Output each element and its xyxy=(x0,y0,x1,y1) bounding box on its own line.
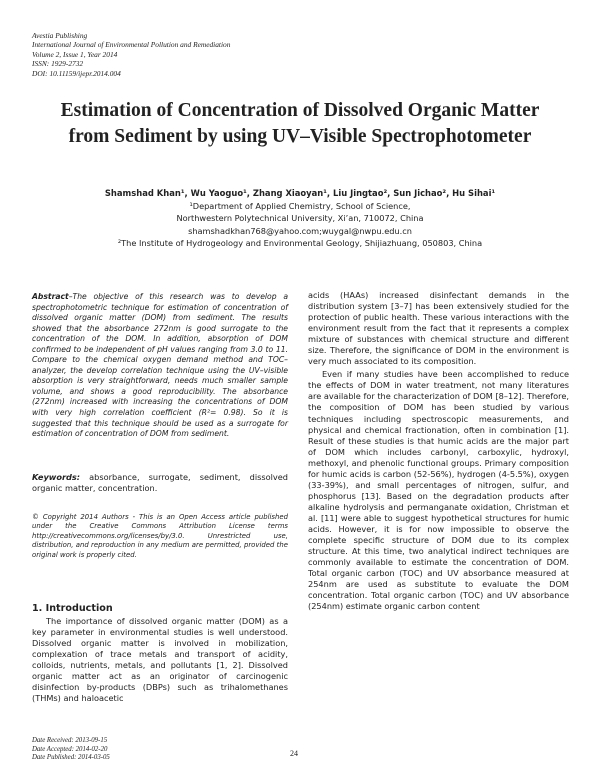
right-paragraph-1: acids (HAAs) increased disinfectant demands in the distribution system [3–7] has been extensively studied for the protection of public health. These various interactions with the environment result from the fact that it represents a complex mixture of substances with chemical structure and different size. Therefore, the significance of DOM in the environment is very much associated to its composition. xyxy=(308,290,569,367)
abstract-label: Abstract xyxy=(32,292,69,301)
issn: ISSN: 1929-2732 xyxy=(32,59,84,69)
affiliation-1-address: Northwestern Polytechnical University, Xi’an, 710072, China xyxy=(176,213,424,223)
keywords-label: Keywords: xyxy=(32,472,81,482)
journal-header xyxy=(32,31,332,78)
paper-title: Estimation of Concentration of Dissolved Organic Matter from Sediment by using UV–Visible Spectrophotometer xyxy=(60,100,540,147)
doi: DOI: 10.11159/ijepr.2014.004 xyxy=(32,68,121,78)
copyright-text: © Copyright 2014 Authors - This is an Open Access article published under the Creative Commons Attribution License terms http://creativecommons.org/licenses/by/3.0. Unrestricted use, distribution, and reproduction in any medium are permitted, provided the original work is properly cited. xyxy=(32,513,288,559)
abstract xyxy=(32,292,288,440)
contact-email: shamshadkhan768@yahoo.com;wuygal@nwpu.edu.cn xyxy=(188,226,412,236)
volume-info: Volume 2, Issue 1, Year 2014 xyxy=(32,49,118,59)
page-number: 24 xyxy=(290,749,298,758)
right-column xyxy=(308,290,569,612)
date-received: Date Received: 2013-09-15 xyxy=(32,737,108,744)
journal-name: International Journal of Environmental Pollution and Remediation xyxy=(32,40,231,50)
copyright-notice xyxy=(32,513,288,560)
intro-paragraph: The importance of dissolved organic matter (DOM) as a key parameter in environmental studies is well understood. Dissolved organic matter is involved in mobilization, complexation of trace metals and transport of acidity, colloids, nutrients, metals, and pollutants [1, 2]. Dissolved organic matter act as an originator of carcinogenic disinfection by-products (DBPs) such as trihalomethanes (THMs) and haloacetic xyxy=(32,616,288,704)
author-list: Shamshad Khan¹, Wu Yaoguo¹, Zhang Xiaoyan¹, Liu Jingtao², Sun Jichao², Hu Sihai¹ xyxy=(104,188,496,198)
intro-heading: 1. Introduction xyxy=(32,603,113,614)
date-published: Date Published: 2014-03-05 xyxy=(32,754,110,762)
keywords xyxy=(32,472,288,494)
publication-dates xyxy=(32,737,110,763)
date-accepted: Date Accepted: 2014-02-20 xyxy=(32,745,108,753)
abstract-text: –The objective of this research was to develop a spectrophotometric technique for estimation of concentration of dissolved organic matter (DOM) from sediment. The results showed that the absorbance 272nm is good surrogate to the concentration of the DOM. In addition, absorption of DOM confirmed to be independent of pH values ranging from 3.0 to 11. Compare to the chemical oxygen demand method and TOC–analyzer, the develop correlation technique using the UV–visible absorption is very straightforward, needs much smaller sample volume, and shows a good reproducibility. The absorbance (272nm) increased with increasing the concentrations of DOM with very high correlation coefficient (R²= 0.98). So it is suggested that this technique should be used as a surrogate for estimation of concentration of DOM from sediment. xyxy=(32,292,288,439)
affiliation-1: ¹Department of Applied Chemistry, School of Science, xyxy=(189,201,411,211)
publisher: Avestia Publishing xyxy=(32,31,88,40)
keywords-text: absorbance, surrogate, sediment, dissolved organic matter, concentration. xyxy=(32,472,288,494)
affiliation-2: ²The Institute of Hydrogeology and Environmental Geology, Shijiazhuang, 050803, China xyxy=(117,238,483,248)
right-paragraph-2: Even if many studies have been accomplished to reduce the effects of DOM in water treatment, not many literatures are available for the characterization of DOM [8–12]. Therefore, the composition of DOM has been studied by various techniques including spectroscopic measurements, and physical and chemical fractionation, often in combination [1]. Result of these studies is that humic acids are the major part of DOM which includes carbonyl, carboxylic, hydroxyl, methoxyl, and phenolic functional groups. Primary composition for humic acids is carbon (52-56%), hydrogen (4-5.5%), oxygen (33-39%), and small percentages of nitrogen, sulfur, and phosphorus [13]. Based on the degradation products after alkaline hydrolysis and permanganate oxidation, Christman et al. [11] were able to suggest hypothetical structures for humic acids. However, it is for now impossible to observe the complete specific structure of DOM due to its complex structure. At this time, two analytical indirect techniques are commonly available to estimate the concentration of DOM. Total organic carbon (TOC) and UV absorbance measured at 254nm are used as substitute to evaluate the DOM concentration. Total organic carbon (TOC) and UV absorbance (254nm) estimate organic carbon content xyxy=(308,369,569,612)
intro-left-column xyxy=(32,616,288,704)
